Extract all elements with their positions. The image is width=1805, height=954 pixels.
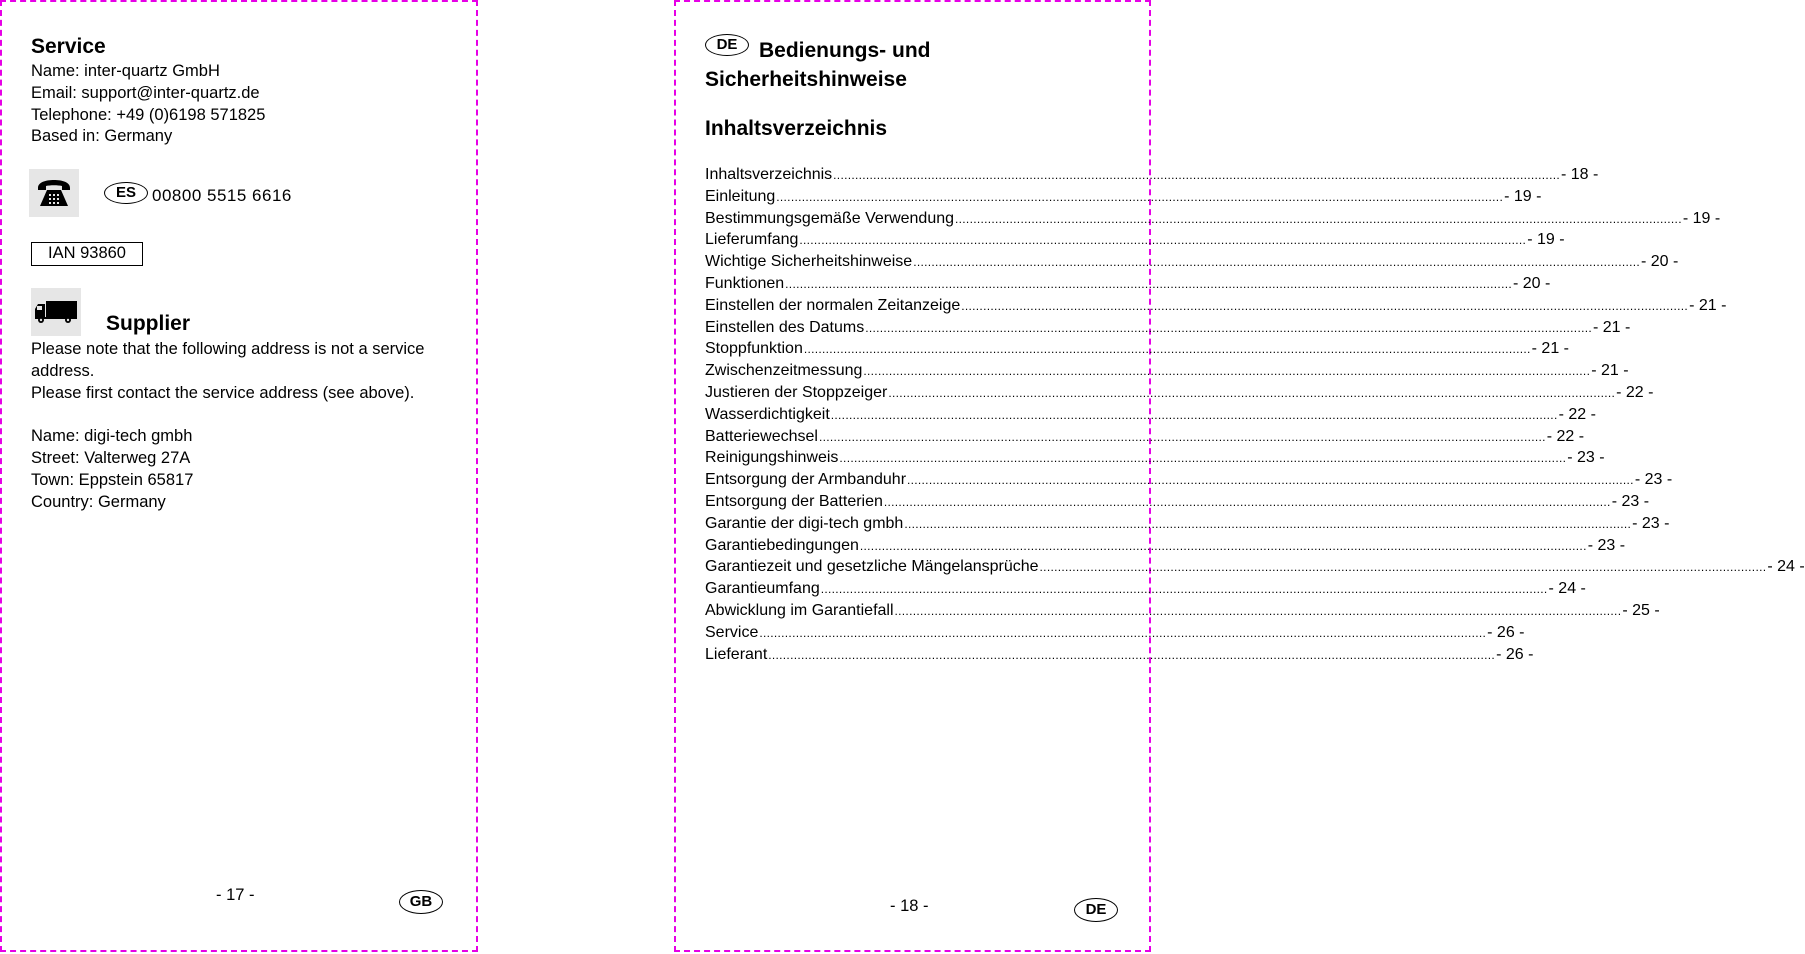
supplier-name-line: Name: digi-tech gmbh (31, 427, 193, 446)
page-number: - 18 - (890, 897, 929, 915)
toc-entry-page: - 24 - (1767, 558, 1805, 576)
page-title (705, 36, 1005, 94)
toc-entry-page: - 19 - (1527, 231, 1565, 249)
toc-leader-dots: ........................................................................................................................................................................................................ (759, 625, 1487, 640)
hotline-number: 00800 5515 6616 (152, 186, 292, 205)
toc-entry-label: Zwischenzeitmessung (705, 362, 863, 380)
toc-entry-label: Einstellen der normalen Zeitanzeige (705, 296, 961, 314)
de-language-badge: DE (705, 34, 749, 56)
toc-entry-label: Service (705, 623, 759, 641)
toc-entry-page: - 23 - (1611, 492, 1650, 510)
toc-leader-dots: ........................................................................................................................................................................................................ (955, 211, 1682, 226)
toc-entry-label: Bestimmungsgemäße Verwendung (705, 209, 955, 227)
toc-entry-page: - 24 - (1548, 580, 1586, 598)
supplier-town-line: Town: Eppstein 65817 (31, 470, 194, 489)
toc-entry-page: - 20 - (1641, 253, 1679, 271)
toc-entry-label: Einleitung (705, 187, 776, 205)
toc-entry (705, 513, 1670, 535)
service-based-in-line: Based in: Germany (31, 127, 173, 146)
toc-entry-label: Wasserdichtigkeit (705, 405, 830, 423)
toc-entry-label: Garantiezeit und gesetzliche Mängelansprüche (705, 558, 1039, 576)
toc-entry (705, 382, 1654, 404)
toc-leader-dots: ........................................................................................................................................................................................................ (830, 407, 1558, 422)
service-telephone-line: Telephone: +49 (0)6198 571825 (31, 105, 266, 124)
toc-entry-label: Garantiebedingungen (705, 536, 859, 554)
toc-entry-page: - 19 - (1504, 187, 1542, 205)
page-number: - 17 - (216, 886, 255, 904)
toc-leader-dots: ........................................................................................................................................................................................................ (863, 364, 1591, 379)
toc-heading: Inhaltsverzeichnis (705, 117, 888, 140)
es-country-badge: ES (104, 182, 148, 204)
toc-entry (705, 600, 1660, 622)
ian-number-box: IAN 93860 (31, 242, 143, 266)
toc-entry-label: Garantie der digi-tech gmbh (705, 514, 904, 532)
supplier-details (31, 339, 431, 513)
toc-leader-dots: ........................................................................................................................................................................................................ (913, 255, 1640, 270)
service-details (31, 61, 265, 148)
toc-entry (705, 447, 1605, 469)
toc-entry-label: Stoppfunktion (705, 340, 803, 358)
toc-entry-label: Abwicklung im Garantiefall (705, 601, 894, 619)
toc-entry-label: Entsorgung der Batterien (705, 492, 883, 510)
toc-leader-dots: ........................................................................................................................................................................................................ (820, 582, 1548, 597)
toc-entry (705, 578, 1586, 600)
title-line-2: Sicherheitshinweise (705, 68, 907, 91)
table-of-contents (705, 164, 1805, 665)
toc-entry-page: - 21 - (1531, 340, 1569, 358)
toc-entry (705, 469, 1673, 491)
toc-leader-dots: ........................................................................................................................................................................................................ (818, 429, 1546, 444)
toc-entry (705, 251, 1679, 273)
service-name-line: Name: inter-quartz GmbH (31, 62, 220, 80)
toc-entry-page: - 22 - (1546, 427, 1585, 445)
toc-entry-page: - 21 - (1591, 362, 1629, 380)
toc-entry-page: - 23 - (1632, 514, 1670, 532)
toc-leader-dots: ........................................................................................................................................................................................................ (785, 276, 1512, 291)
toc-entry-page: - 25 - (1622, 601, 1660, 619)
toc-leader-dots: ........................................................................................................................................................................................................ (904, 516, 1632, 531)
toc-entry (705, 164, 1599, 186)
toc-entry-label: Funktionen (705, 274, 785, 292)
toc-entry (705, 644, 1534, 666)
telephone-icon (29, 169, 79, 217)
gb-language-badge: GB (399, 890, 443, 914)
toc-leader-dots: ........................................................................................................................................................................................................ (839, 451, 1567, 466)
toc-entry-page: - 23 - (1587, 536, 1626, 554)
toc-entry-page: - 21 - (1592, 318, 1631, 336)
toc-entry (705, 208, 1721, 230)
toc-leader-dots: ........................................................................................................................................................................................................ (888, 385, 1616, 400)
supplier-country-line: Country: Germany (31, 492, 166, 511)
toc-entry-page: - 21 - (1689, 296, 1727, 314)
toc-entry-page: - 18 - (1560, 166, 1599, 183)
toc-entry-label: Batteriewechsel (705, 427, 818, 445)
truck-icon (31, 288, 81, 336)
toc-entry-page: - 20 - (1512, 274, 1551, 292)
toc-entry-label: Justieren der Stoppzeiger (705, 383, 888, 401)
toc-entry (705, 426, 1585, 448)
toc-entry (705, 491, 1650, 513)
toc-leader-dots: ........................................................................................................................................................................................................ (859, 538, 1587, 553)
toc-entry-label: Garantieumfang (705, 580, 820, 598)
supplier-heading: Supplier (106, 312, 191, 335)
toc-entry-label: Reinigungshinweis (705, 449, 839, 467)
toc-leader-dots: ........................................................................................................................................................................................................ (833, 168, 1560, 182)
toc-entry-label: Einstellen des Datums (705, 318, 865, 336)
toc-entry (705, 229, 1565, 251)
supplier-note: Please first contact the service address (see above). (31, 383, 415, 402)
toc-entry-page: - 26 - (1487, 623, 1525, 641)
toc-entry-page: - 23 - (1634, 471, 1673, 489)
toc-entry-page: - 22 - (1616, 383, 1654, 401)
toc-entry-page: - 22 - (1558, 405, 1596, 423)
toc-leader-dots: ........................................................................................................................................................................................................ (961, 298, 1689, 313)
toc-entry-label: Wichtige Sicherheitshinweise (705, 253, 913, 271)
toc-entry-page: - 26 - (1496, 645, 1534, 663)
title-line-1: Bedienungs- und (759, 39, 931, 62)
toc-entry (705, 535, 1626, 557)
toc-leader-dots: ........................................................................................................................................................................................................ (768, 647, 1496, 662)
toc-leader-dots: ........................................................................................................................................................................................................ (1039, 560, 1767, 575)
toc-entry (705, 404, 1596, 426)
service-email-line: Email: support@inter-quartz.de (31, 83, 260, 102)
toc-entry (705, 360, 1629, 382)
toc-entry-label: Lieferant (705, 645, 768, 663)
supplier-street-line: Street: Valterweg 27A (31, 448, 191, 467)
toc-leader-dots: ........................................................................................................................................................................................................ (907, 473, 1634, 488)
toc-leader-dots: ........................................................................................................................................................................................................ (803, 342, 1531, 357)
toc-leader-dots: ........................................................................................................................................................................................................ (865, 320, 1592, 335)
toc-entry-label: Inhaltsverzeichnis (705, 166, 833, 183)
toc-leader-dots: ........................................................................................................................................................................................................ (799, 233, 1527, 248)
service-heading: Service (31, 35, 106, 58)
toc-entry (705, 273, 1551, 295)
toc-entry-page: - 19 - (1682, 209, 1721, 227)
toc-entry (705, 622, 1525, 644)
toc-entry (705, 338, 1569, 360)
toc-leader-dots: ........................................................................................................................................................................................................ (776, 189, 1504, 204)
toc-entry (705, 556, 1805, 578)
toc-entry (705, 186, 1542, 208)
toc-leader-dots: ........................................................................................................................................................................................................ (883, 494, 1611, 509)
toc-entry-label: Entsorgung der Armbanduhr (705, 471, 907, 489)
toc-entry (705, 295, 1727, 317)
toc-entry-label: Lieferumfang (705, 231, 799, 249)
de-language-badge: DE (1074, 898, 1118, 922)
toc-entry (705, 317, 1631, 339)
supplier-note: Please note that the following address is not a service address. (31, 340, 425, 380)
toc-leader-dots: ........................................................................................................................................................................................................ (894, 603, 1622, 618)
toc-entry-page: - 23 - (1567, 449, 1605, 467)
